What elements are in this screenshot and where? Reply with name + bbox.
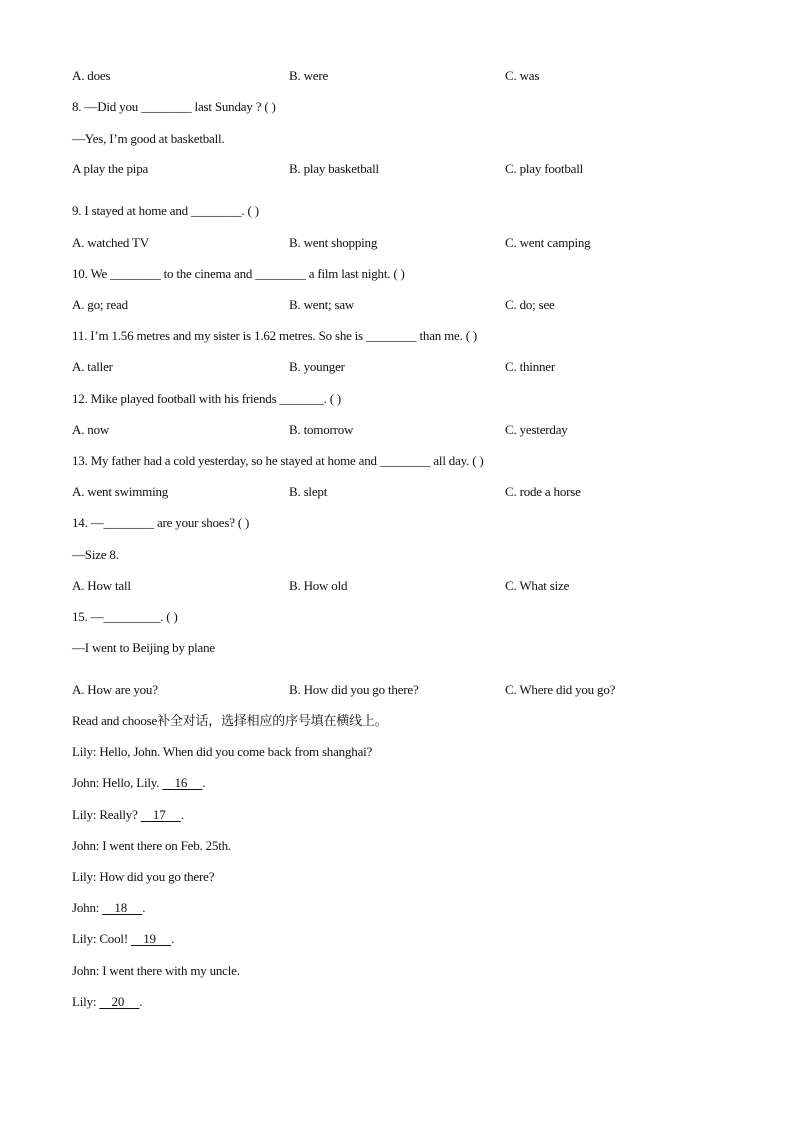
q11-option-c: C. thinner	[505, 359, 555, 374]
q15-reply: —I went to Beijing by plane	[72, 640, 215, 655]
dialogue-speaker: Lily:	[72, 807, 97, 822]
dialogue-text: I went there with my uncle.	[99, 963, 240, 978]
q9-question: 9. I stayed at home and ________. ( )	[72, 203, 259, 218]
dialogue-text: Really?	[96, 807, 138, 822]
q13-option-c: C. rode a horse	[505, 484, 581, 499]
answer-blank-16: 16	[162, 775, 203, 790]
q9-option-a: A. watched TV	[72, 235, 149, 250]
dialogue-line	[72, 743, 372, 761]
dialogue-line	[72, 837, 231, 855]
q10-question: 10. We ________ to the cinema and ________ a film last night. ( )	[72, 266, 405, 281]
q10-option-a: A. go; read	[72, 297, 128, 312]
q10-option-b: B. went; saw	[289, 297, 355, 312]
q14-question: 14. —________ are your shoes? ( )	[72, 515, 250, 530]
q10-option-c: C. do; see	[505, 297, 555, 312]
dialogue-line: Lily: Cool! 19 .	[72, 931, 175, 946]
dialogue-line: John: 18 .	[72, 900, 146, 915]
q8-option-a: A play the pipa	[72, 161, 149, 176]
dialogue-text: Hello, John. When did you come back from shanghai?	[96, 744, 373, 759]
dialogue-speaker: John:	[72, 963, 100, 978]
q13-option-b: B. slept	[289, 484, 328, 499]
q15-option-b: B. How did you go there?	[289, 682, 419, 697]
q11-option-b: B. younger	[289, 359, 345, 374]
q14-option-a: A. How tall	[72, 578, 131, 593]
q14-option-b: B. How old	[289, 578, 348, 593]
q15-option-a: A. How are you?	[72, 682, 158, 697]
q9-option-c: C. went camping	[505, 235, 591, 250]
q12-question: 12. Mike played football with his friends _______. ( )	[72, 391, 342, 406]
dialogue-line: Lily: Really? 17 .	[72, 807, 184, 822]
q7-option-b: B. were	[289, 68, 329, 83]
q13-option-a: A. went swimming	[72, 484, 169, 499]
dialogue-speaker: John:	[72, 838, 100, 853]
q13-question: 13. My father had a cold yesterday, so he stayed at home and ________ all day. ( )	[72, 453, 484, 468]
dialogue-line: John: Hello, Lily. 16 .	[72, 775, 206, 790]
q14-reply: —Size 8.	[72, 547, 119, 562]
q11-question: 11. I’m 1.56 metres and my sister is 1.62 metres. So she is ________ than me. ( )	[72, 328, 478, 343]
dialogue-speaker: Lily:	[72, 744, 97, 759]
answer-blank-20: 20	[99, 994, 140, 1009]
q7-option-a: A. does	[72, 68, 111, 83]
dialogue-line	[72, 962, 240, 980]
dialogue-speaker: Lily:	[72, 931, 97, 946]
q8-reply: —Yes, I’m good at basketball.	[72, 131, 225, 146]
answer-blank-17: 17	[140, 807, 181, 822]
q11-option-a: A. taller	[72, 359, 113, 374]
dialogue-text: How did you go there?	[96, 869, 215, 884]
q8-option-c: C. play football	[505, 161, 584, 176]
q8-question: 8. —Did you ________ last Sunday ? ( )	[72, 99, 276, 114]
dialogue-speaker: John:	[72, 775, 100, 790]
dialogue-text: Hello, Lily.	[99, 775, 160, 790]
q15-question: 15. —_________. ( )	[72, 609, 178, 624]
dialogue-text: Cool!	[96, 931, 128, 946]
q12-option-a: A. now	[72, 422, 110, 437]
q12-option-c: C. yesterday	[505, 422, 568, 437]
dialogue-speaker: Lily:	[72, 869, 97, 884]
dialogue-text: I went there on Feb. 25th.	[99, 838, 231, 853]
section-instruction: Read and choose补全对话，选择相应的序号填在横线上。	[72, 713, 388, 728]
dialogue-line	[72, 868, 214, 886]
answer-blank-19: 19	[131, 931, 172, 946]
q15-option-c: C. Where did you go?	[505, 682, 616, 697]
answer-blank-18: 18	[102, 900, 143, 915]
q8-option-b: B. play basketball	[289, 161, 379, 176]
q12-option-b: B. tomorrow	[289, 422, 354, 437]
dialogue-speaker: John:	[72, 900, 100, 915]
q14-option-c: C. What size	[505, 578, 570, 593]
q9-option-b: B. went shopping	[289, 235, 378, 250]
dialogue-speaker: Lily:	[72, 994, 97, 1009]
dialogue-line: Lily: 20 .	[72, 994, 143, 1009]
q7-option-c: C. was	[505, 68, 540, 83]
